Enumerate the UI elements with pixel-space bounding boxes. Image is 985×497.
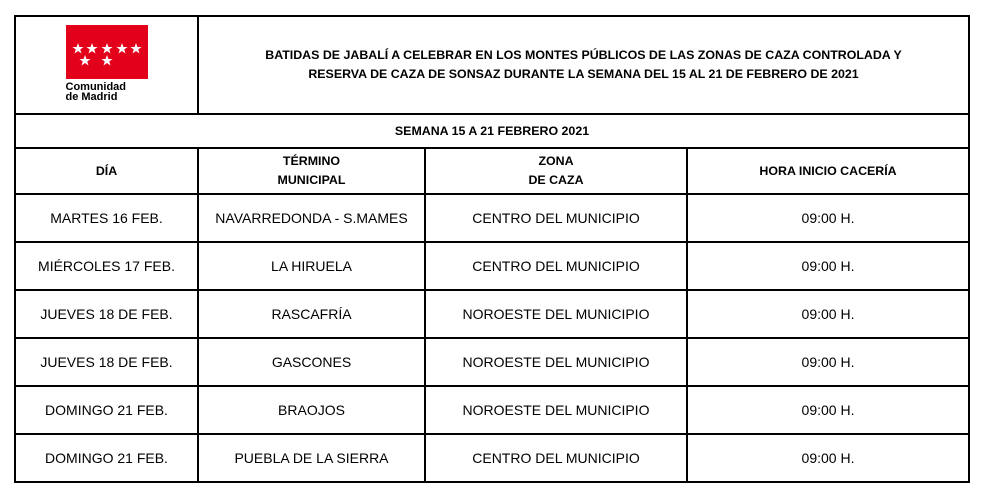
cell-hora: 09:00 H. <box>687 338 969 386</box>
table-row <box>15 434 969 482</box>
stars-icon <box>66 25 148 79</box>
cell-municipio: NAVARREDONDA - S.MAMES <box>198 194 425 242</box>
column-header-zona <box>425 148 687 194</box>
table-row <box>15 386 969 434</box>
zona-line2: DE CAZA <box>528 173 584 187</box>
logo-cell <box>15 16 198 114</box>
cell-hora: 09:00 H. <box>687 386 969 434</box>
cell-hora: 09:00 H. <box>687 242 969 290</box>
cell-zona: NOROESTE DEL MUNICIPIO <box>425 386 687 434</box>
cell-dia: JUEVES 18 DE FEB. <box>15 338 198 386</box>
column-header-row <box>15 148 969 194</box>
cell-dia: MIÉRCOLES 17 FEB. <box>15 242 198 290</box>
week-row <box>15 114 969 148</box>
column-header-dia: DÍA <box>15 148 198 194</box>
cell-municipio: GASCONES <box>198 338 425 386</box>
cell-dia: DOMINGO 21 FEB. <box>15 386 198 434</box>
column-header-hora: HORA INICIO CACERÍA <box>687 148 969 194</box>
cell-hora: 09:00 H. <box>687 434 969 482</box>
logo-text-line2: de Madrid <box>65 91 118 103</box>
cell-municipio: PUEBLA DE LA SIERRA <box>198 434 425 482</box>
hunting-schedule-table <box>14 15 970 483</box>
cell-municipio: BRAOJOS <box>198 386 425 434</box>
table-row <box>15 242 969 290</box>
madrid-flag <box>66 25 148 79</box>
cell-dia: JUEVES 18 DE FEB. <box>15 290 198 338</box>
termino-line1: TÉRMINO <box>282 154 341 168</box>
zona-line1: ZONA <box>538 154 574 168</box>
cell-municipio: RASCAFRÍA <box>198 290 425 338</box>
title-line2: RESERVA DE CAZA DE SONSAZ DURANTE LA SEMANA DEL 15 AL 21 DE FEBRERO DE 2021 <box>308 67 859 81</box>
week-label: SEMANA 15 A 21 FEBRERO 2021 <box>15 114 969 148</box>
cell-zona: CENTRO DEL MUNICIPIO <box>425 434 687 482</box>
termino-line2: MUNICIPAL <box>277 173 346 187</box>
column-header-termino <box>198 148 425 194</box>
cell-zona: NOROESTE DEL MUNICIPIO <box>425 338 687 386</box>
comunidad-de-madrid-logo <box>66 25 148 102</box>
cell-municipio: LA HIRUELA <box>198 242 425 290</box>
cell-zona: CENTRO DEL MUNICIPIO <box>425 242 687 290</box>
title-line1: BATIDAS DE JABALÍ A CELEBRAR EN LOS MONTES PÚBLICOS DE LAS ZONAS DE CAZA CONTROLADA Y <box>265 48 902 62</box>
document <box>14 15 968 483</box>
cell-hora: 09:00 H. <box>687 290 969 338</box>
table-row <box>15 338 969 386</box>
document-title <box>198 16 969 114</box>
logo-text-line1: Comunidad <box>65 81 126 93</box>
header-row <box>15 16 969 114</box>
table-row <box>15 194 969 242</box>
cell-zona: NOROESTE DEL MUNICIPIO <box>425 290 687 338</box>
cell-hora: 09:00 H. <box>687 194 969 242</box>
cell-zona: CENTRO DEL MUNICIPIO <box>425 194 687 242</box>
cell-dia: DOMINGO 21 FEB. <box>15 434 198 482</box>
cell-dia: MARTES 16 FEB. <box>15 194 198 242</box>
table-row <box>15 290 969 338</box>
